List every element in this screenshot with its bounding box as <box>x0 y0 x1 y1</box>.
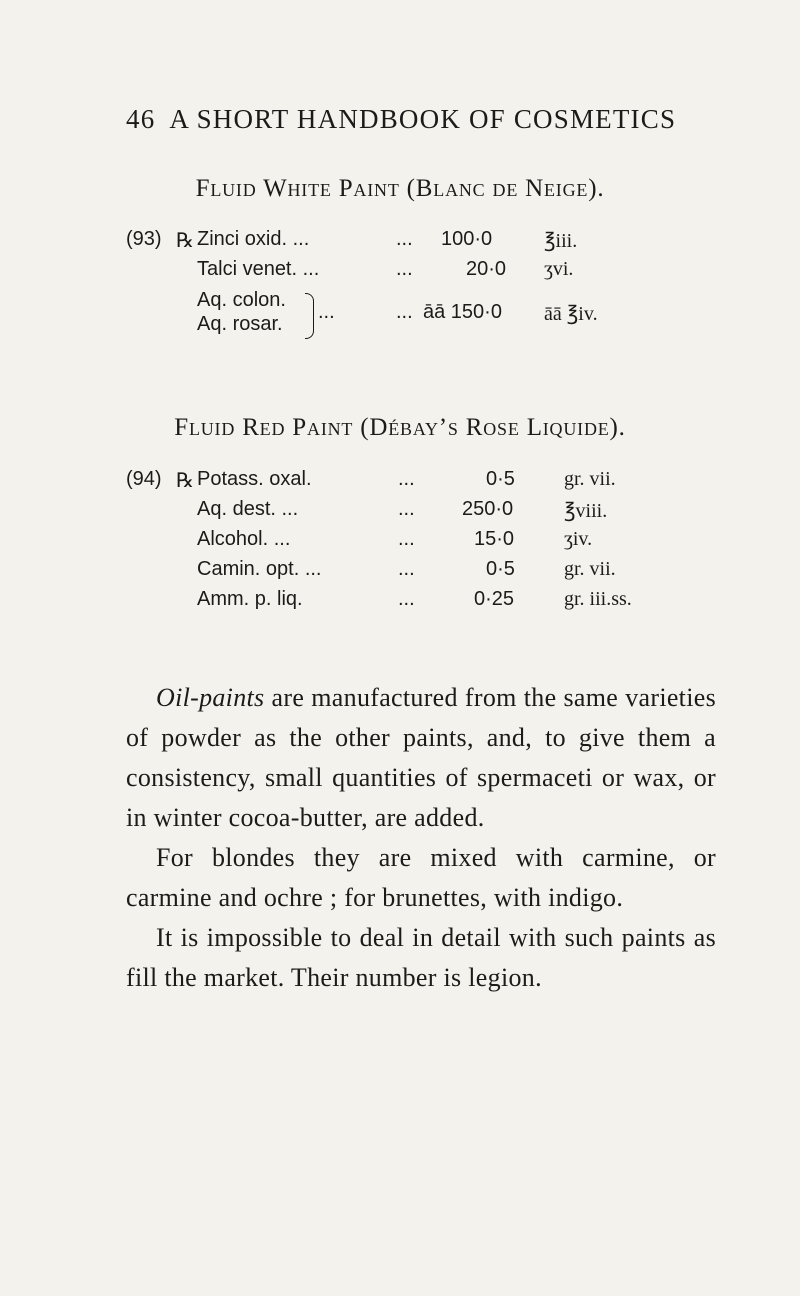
leader-dots: ... <box>396 228 413 250</box>
ingredient-name: Camin. opt. ... <box>197 558 322 580</box>
apothecary-quantity: ℥iii. <box>544 230 578 252</box>
recipe-94-number: (94) <box>126 468 162 490</box>
apothecary-quantity: gr. iii.ss. <box>564 588 632 610</box>
paragraph: For blondes they are mixed with carmine, or carmine and ochre ; for brunettes, with indigo. <box>126 843 716 912</box>
ingredient-name: Potass. oxal. <box>197 468 312 490</box>
apothecary-quantity: ʒvi. <box>544 258 574 280</box>
metric-quantity: 20·0 <box>466 258 507 280</box>
metric-quantity: 0·5 <box>486 468 515 490</box>
metric-quantity: 0·25 <box>474 588 515 610</box>
ingredient-name: Zinci oxid. ... <box>197 228 310 250</box>
apothecary-quantity: ℥viii. <box>564 500 608 522</box>
recipe-93-title: Fluid White Paint (Blanc de Neige). <box>195 175 605 202</box>
italic-term: Oil-paints <box>156 683 265 712</box>
recipe-94-title: Fluid Red Paint (Débay’s Rose Liquide). <box>174 414 626 441</box>
metric-quantity: 0·5 <box>486 558 515 580</box>
rx-symbol: ℞ <box>176 470 194 492</box>
grouping-brace <box>305 293 314 339</box>
ingredient-name: Aq. rosar. <box>197 313 283 335</box>
leader-dots: ... <box>396 301 413 323</box>
apothecary-quantity: gr. vii. <box>564 468 616 490</box>
rx-symbol: ℞ <box>176 230 194 252</box>
recipe-93-number: (93) <box>126 228 162 250</box>
metric-quantity: 100·0 <box>441 228 493 250</box>
metric-quantity: 15·0 <box>474 528 515 550</box>
leader-dots: ... <box>398 528 415 550</box>
running-title: A SHORT HANDBOOK OF COSMETICS <box>169 104 677 134</box>
metric-quantity: 250·0 <box>462 498 514 520</box>
leader-dots: ... <box>318 301 335 323</box>
ingredient-name: Aq. dest. ... <box>197 498 299 520</box>
paragraph: Oil-paints are manufactured from the same varieties of powder as the other paints, and, to give them a consistency, small quantities of spermaceti or wax, or in winter cocoa-butter, are added. <box>126 683 716 832</box>
page-number: 46 <box>126 104 156 134</box>
body-text <box>126 678 716 998</box>
ingredient-name: Amm. p. liq. <box>197 588 303 610</box>
leader-dots: ... <box>398 558 415 580</box>
ingredient-name: Talci venet. ... <box>197 258 320 280</box>
apothecary-quantity: ʒiv. <box>564 528 593 550</box>
running-header <box>126 104 676 135</box>
metric-quantity: āā 150·0 <box>423 301 502 323</box>
apothecary-quantity: āā ℥iv. <box>544 303 598 325</box>
leader-dots: ... <box>398 498 415 520</box>
apothecary-quantity: gr. vii. <box>564 558 616 580</box>
leader-dots: ... <box>398 468 415 490</box>
leader-dots: ... <box>398 588 415 610</box>
ingredient-name: Alcohol. ... <box>197 528 291 550</box>
leader-dots: ... <box>396 258 413 280</box>
paragraph: It is impossible to deal in detail with such paints as fill the market. Their number is legion. <box>126 923 716 992</box>
ingredient-name: Aq. colon. <box>197 289 286 311</box>
